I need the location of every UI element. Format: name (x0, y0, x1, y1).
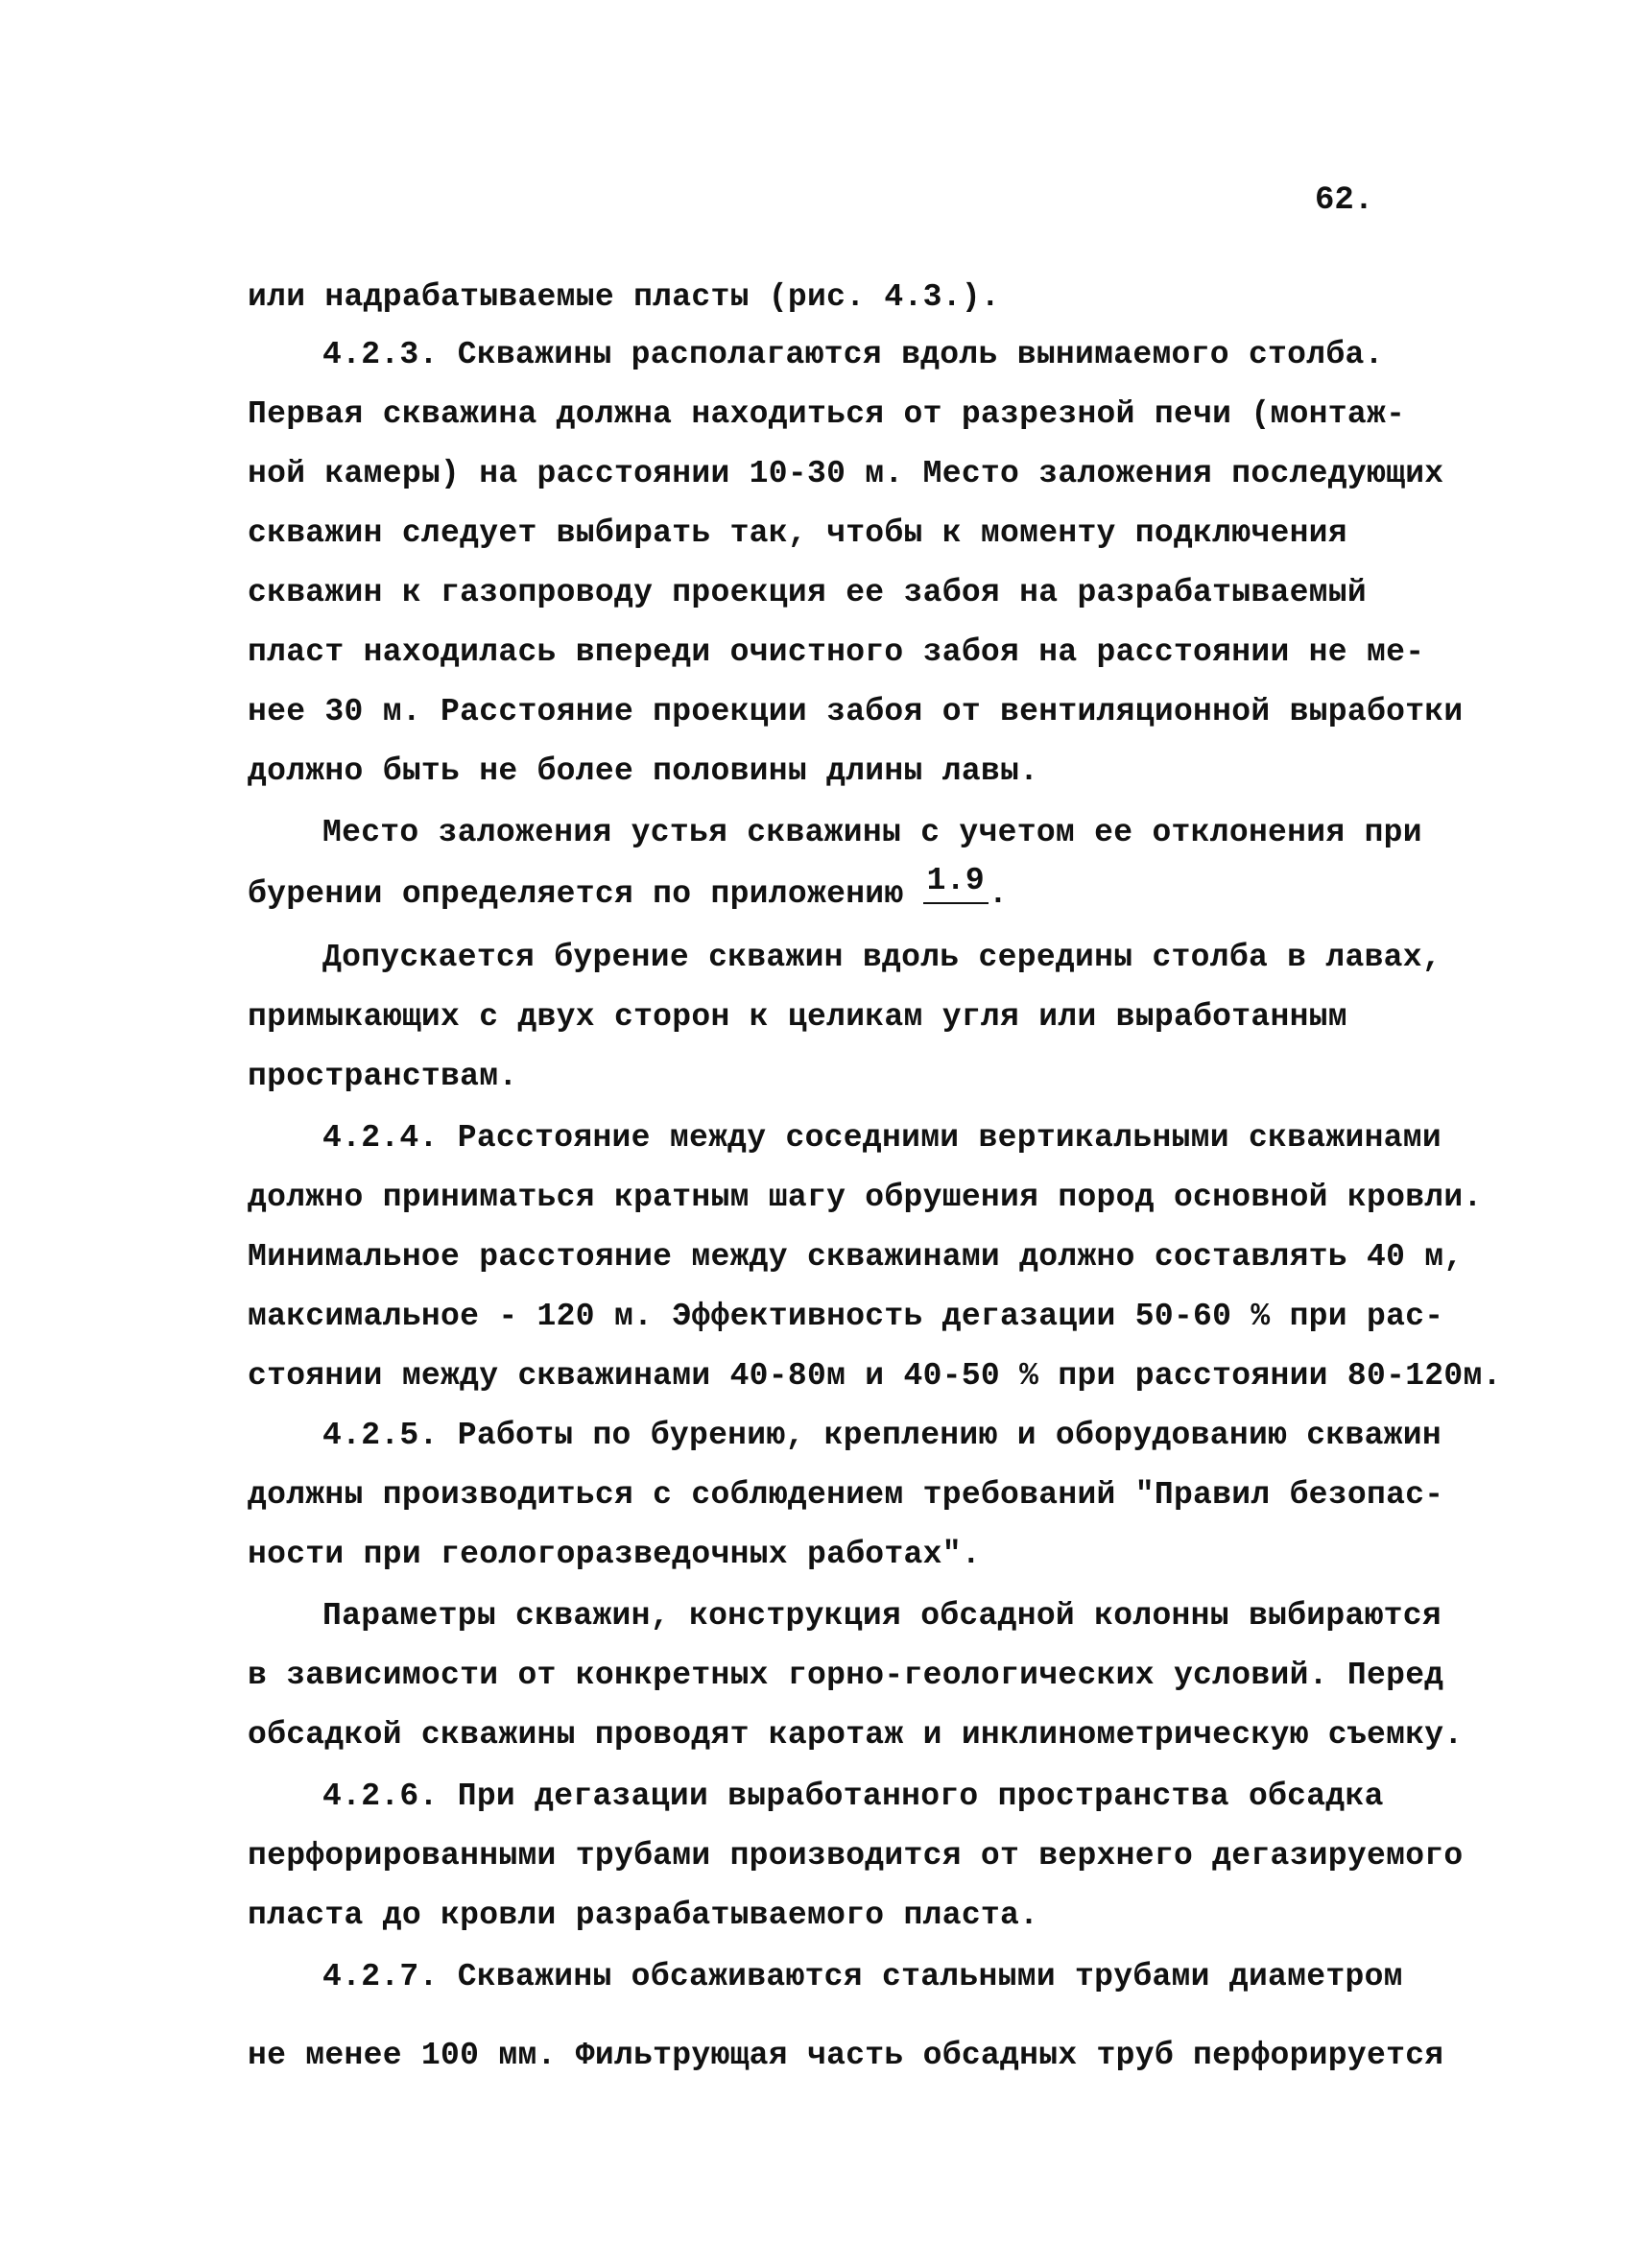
text-line: нее 30 м. Расстояние проекции забоя от вентиляционной выработки (248, 694, 1464, 729)
text-line: обсадкой скважины проводят каротаж и инклинометрическую съемку. (248, 1717, 1464, 1753)
text-line: скважин следует выбирать так, чтобы к моменту подключения (248, 515, 1347, 551)
text-line: 4.2.5. Работы по бурению, креплению и оборудованию скважин (322, 1418, 1441, 1453)
text-line: Допускается бурение скважин вдоль середины столба в лавах, (322, 940, 1441, 975)
text-line: пласт находилась впереди очистного забоя на расстоянии не ме- (248, 634, 1425, 670)
text-line: 4.2.6. При дегазации выработанного пространства обсадка (322, 1779, 1384, 1814)
text-line: максимальное - 120 м. Эффективность дегазации 50-60 % при рас- (248, 1299, 1444, 1334)
text-line (248, 863, 1009, 918)
text-line: 4.2.3. Скважины располагаются вдоль вынимаемого столба. (322, 337, 1384, 372)
text-line: скважин к газопроводу проекция ее забоя на разрабатываемый (248, 575, 1367, 610)
text-line: пространствам. (248, 1059, 518, 1094)
text-line-content: бурении определяется по приложению (248, 876, 904, 912)
text-line: Параметры скважин, конструкция обсадной колонны выбираются (322, 1598, 1441, 1634)
text-line: в зависимости от конкретных горно-геологических условий. Перед (248, 1658, 1444, 1693)
appendix-number: 1.9 (923, 862, 989, 904)
text-line: стоянии между скважинами 40-80м и 40-50 % при расстоянии 80-120м. (248, 1358, 1502, 1394)
text-line: ности при геологоразведочных работах". (248, 1537, 981, 1572)
text-line: примыкающих с двух сторон к целикам угля или выработанным (248, 999, 1347, 1035)
appendix-suffix: . (988, 876, 1009, 912)
appendix-reference (923, 863, 989, 918)
text-line: 4.2.4. Расстояние между соседними вертикальными скважинами (322, 1120, 1441, 1156)
text-line: Минимальное расстояние между скважинами должно составлять 40 м, (248, 1239, 1464, 1275)
text-line: Первая скважина должна находиться от разрезной печи (монтаж- (248, 396, 1406, 432)
text-line: должно быть не более половины длины лавы. (248, 753, 1039, 789)
text-line: ной камеры) на расстоянии 10-30 м. Место заложения последующих (248, 456, 1444, 491)
text-line: должно приниматься кратным шагу обрушения пород основной кровли. (248, 1180, 1483, 1215)
text-line: или надрабатываемые пласты (рис. 4.3.). (248, 279, 1001, 315)
text-line: Место заложения устья скважины с учетом ее отклонения при (322, 815, 1422, 850)
text-line: пласта до кровли разрабатываемого пласта. (248, 1898, 1039, 1933)
text-line: должны производиться с соблюдением требований "Правил безопас- (248, 1477, 1444, 1513)
text-line: не менее 100 мм. Фильтрующая часть обсадных труб перфорируется (248, 2038, 1444, 2073)
text-line: 4.2.7. Скважины обсаживаются стальными трубами диаметром (322, 1959, 1403, 1994)
page-number: 62. (1315, 182, 1374, 219)
text-line: перфорированными трубами производится от верхнего дегазируемого (248, 1838, 1464, 1874)
